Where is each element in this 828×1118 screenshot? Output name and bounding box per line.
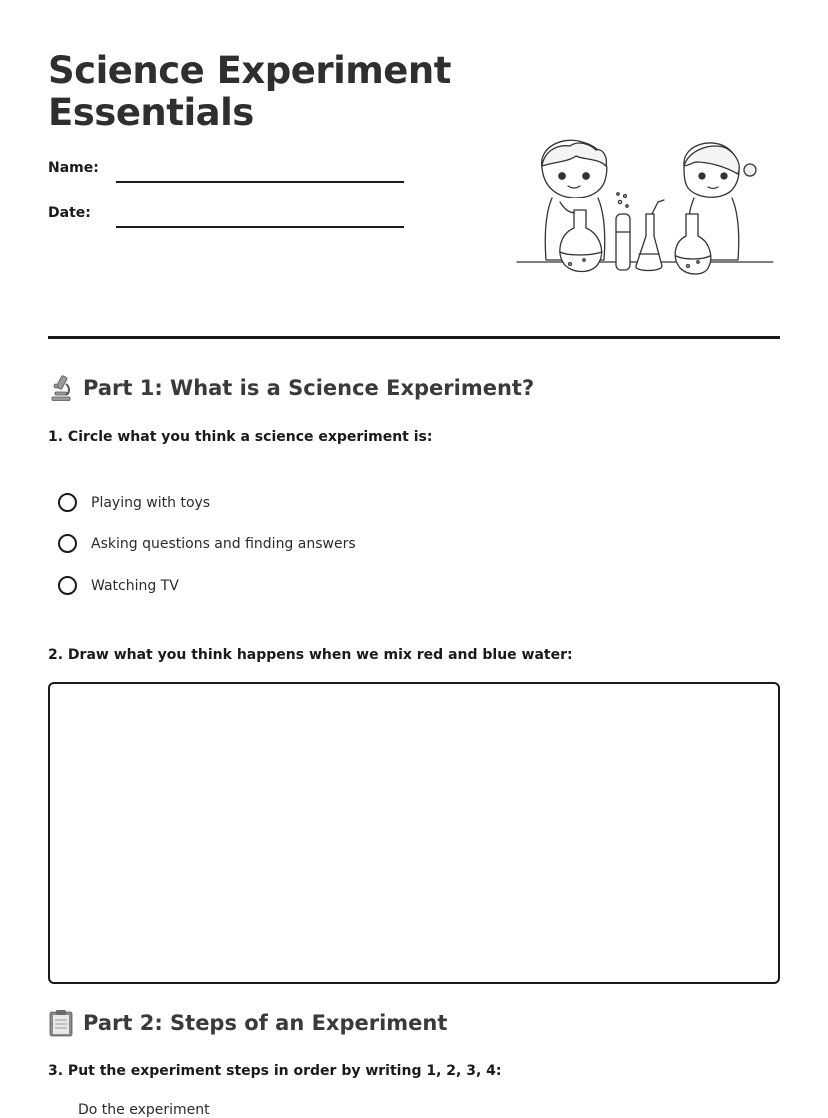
option-asking-questions[interactable] xyxy=(58,534,356,553)
worksheet-title xyxy=(48,50,468,134)
part2-heading-text: Part 2: Steps of an Experiment xyxy=(83,1011,448,1035)
part2-heading xyxy=(48,1009,447,1037)
title-line-1: Science Experiment xyxy=(48,49,451,92)
step-item: Do the experiment xyxy=(78,1102,210,1118)
option-label: Playing with toys xyxy=(91,494,211,511)
option-playing-with-toys[interactable] xyxy=(58,493,210,512)
radio-circle[interactable] xyxy=(58,576,77,595)
name-label: Name: xyxy=(48,160,99,176)
option-label: Asking questions and finding answers xyxy=(91,535,356,552)
section-divider xyxy=(48,336,780,339)
name-field[interactable] xyxy=(116,181,404,183)
radio-circle[interactable] xyxy=(58,493,77,512)
question-1: 1. Circle what you think a science experiment is: xyxy=(48,429,433,445)
part1-heading-text: Part 1: What is a Science Experiment? xyxy=(83,376,535,400)
microscope-icon xyxy=(48,374,74,402)
date-field[interactable] xyxy=(116,226,404,228)
clipboard-icon xyxy=(48,1009,74,1037)
option-watching-tv[interactable] xyxy=(58,576,179,595)
date-label: Date: xyxy=(48,205,91,221)
title-line-2: Essentials xyxy=(48,91,254,134)
question-2: 2. Draw what you think happens when we mix red and blue water: xyxy=(48,647,573,663)
part1-heading xyxy=(48,374,534,402)
question-3: 3. Put the experiment steps in order by writing 1, 2, 3, 4: xyxy=(48,1063,502,1079)
drawing-area[interactable] xyxy=(48,682,780,984)
radio-circle[interactable] xyxy=(58,534,77,553)
kids-science-illustration xyxy=(512,132,778,282)
option-label: Watching TV xyxy=(91,577,179,594)
